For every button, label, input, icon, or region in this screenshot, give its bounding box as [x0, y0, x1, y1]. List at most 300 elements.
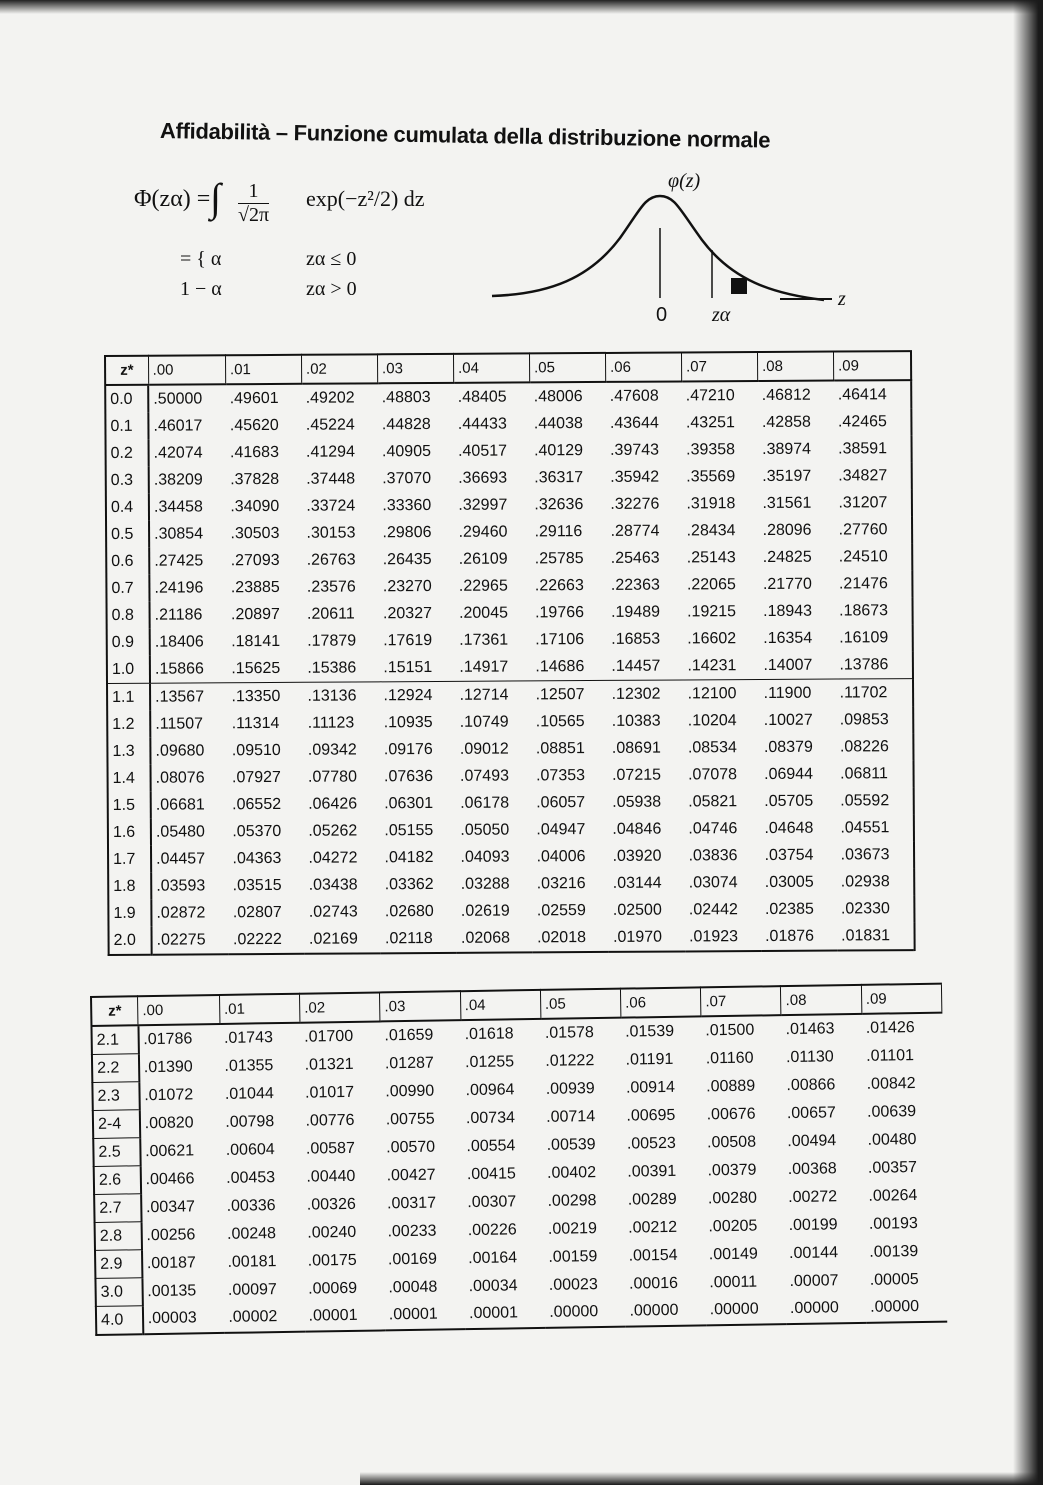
cdf-formula: [130, 172, 430, 322]
probability-cell: .20327: [382, 604, 433, 622]
formula-case-2-condition: zα > 0: [306, 278, 357, 300]
probability-cell: .17879: [307, 631, 357, 650]
probability-cell: .00212: [628, 1218, 678, 1237]
probability-cell: .42074: [153, 443, 203, 462]
probability-cell: .04093: [460, 848, 510, 866]
probability-cell: .03515: [232, 876, 282, 894]
probability-cell: .07780: [307, 767, 357, 786]
z-value-cell: 1.8: [108, 873, 151, 900]
probability-cell: .04182: [384, 848, 434, 866]
probability-cell: .00480: [867, 1130, 917, 1149]
z-table-part-2: [90, 983, 947, 1336]
column-header: .02: [301, 354, 377, 383]
probability-cell: .01017: [304, 1083, 355, 1102]
probability-cell: .40517: [457, 442, 508, 460]
probability-cell: .28774: [610, 522, 660, 540]
z-value-cell: 0.3: [106, 467, 149, 494]
probability-cell: .30503: [230, 524, 280, 542]
probability-cell: .00336: [226, 1196, 276, 1215]
probability-cell: .02275: [156, 930, 206, 949]
probability-cell: .43644: [609, 414, 659, 432]
probability-cell: .30153: [306, 523, 356, 542]
probability-cell: .39358: [686, 440, 736, 458]
probability-cell: .04648: [764, 819, 814, 837]
probability-cell: .36693: [458, 469, 508, 487]
table-row: [108, 922, 914, 955]
probability-cell: .21186: [154, 605, 203, 624]
z-value-cell: 2-4: [93, 1110, 140, 1139]
probability-cell: .48006: [533, 387, 583, 405]
probability-cell: .16109: [835, 624, 913, 651]
z-value-cell: 2.3: [92, 1082, 139, 1111]
column-header: .09: [834, 351, 912, 380]
probability-cell: .00368: [787, 1159, 837, 1178]
probability-cell: .20611: [306, 604, 355, 623]
probability-cell: .01539: [624, 1022, 675, 1041]
probability-cell: .04746: [688, 819, 738, 837]
z-value-cell: 0.7: [106, 575, 149, 602]
probability-cell: .00494: [787, 1131, 837, 1150]
probability-cell: .07636: [383, 767, 434, 785]
probability-cell: .10204: [687, 711, 737, 729]
probability-cell: .00539: [546, 1135, 596, 1154]
probability-cell: .00000: [629, 1302, 679, 1320]
probability-cell: .11900: [760, 679, 836, 707]
probability-cell: .03074: [688, 873, 738, 891]
probability-cell: .00164: [468, 1248, 518, 1267]
probability-cell: .00695: [626, 1106, 676, 1125]
probability-cell: .00914: [625, 1078, 676, 1097]
probability-cell: .01463: [785, 1020, 835, 1038]
probability-cell: .46017: [153, 416, 203, 435]
probability-cell: .02807: [232, 903, 282, 921]
probability-cell: .06178: [460, 794, 510, 812]
probability-cell: .00357: [867, 1158, 918, 1177]
probability-cell: .00048: [388, 1278, 438, 1296]
probability-cell: .14686: [535, 657, 585, 675]
probability-cell: .32997: [458, 496, 508, 514]
probability-cell: .00001: [308, 1307, 358, 1325]
z-value-cell: 1.6: [108, 819, 151, 846]
probability-cell: .22965: [458, 577, 508, 595]
column-header: .00: [148, 355, 226, 384]
probability-cell: .01426: [865, 1018, 915, 1037]
probability-cell: .00798: [225, 1112, 275, 1131]
probability-cell: .42465: [834, 408, 912, 435]
probability-cell: .47210: [685, 386, 735, 404]
probability-cell: .01970: [612, 928, 663, 946]
z-value-cell: 0.4: [106, 494, 149, 521]
probability-cell: .00159: [548, 1247, 598, 1266]
probability-cell: .09680: [155, 741, 205, 760]
probability-cell: .00508: [706, 1133, 757, 1151]
probability-cell: .05262: [308, 821, 358, 840]
probability-cell: .00175: [307, 1251, 357, 1270]
probability-cell: .13567: [150, 683, 228, 711]
probability-cell: .01831: [837, 922, 915, 950]
probability-cell: .05592: [836, 787, 914, 814]
z-value-cell: 1.4: [108, 765, 151, 792]
probability-cell: .00154: [628, 1246, 678, 1265]
z-value-cell: 2.0: [108, 927, 151, 955]
probability-cell: .13350: [227, 682, 303, 710]
column-header: .05: [529, 353, 605, 382]
probability-cell: .27425: [154, 551, 204, 570]
probability-cell: .46414: [834, 380, 912, 408]
probability-cell: .15625: [231, 659, 281, 677]
probability-cell: .00289: [627, 1190, 677, 1209]
probability-cell: .37070: [382, 469, 432, 487]
probability-cell: .12714: [455, 681, 531, 709]
normal-curve-svg: [480, 168, 860, 348]
z-value-cell: 2.1: [91, 1025, 138, 1054]
probability-cell: .23885: [230, 578, 280, 596]
z-value-cell: 0.8: [107, 602, 150, 629]
probability-cell: .24510: [835, 543, 913, 570]
scan-edge-right: [1013, 0, 1043, 1485]
probability-cell: .49202: [305, 388, 355, 407]
z-value-cell: 1.9: [108, 900, 151, 927]
probability-cell: .01101: [866, 1046, 915, 1065]
column-header: .00: [138, 995, 220, 1025]
column-header: .07: [681, 352, 757, 381]
probability-cell: .00990: [385, 1082, 435, 1100]
probability-cell: .28434: [686, 521, 736, 539]
probability-cell: .16602: [687, 629, 737, 647]
probability-cell: .01355: [224, 1056, 274, 1075]
probability-cell: .00554: [466, 1136, 516, 1155]
formula-case-1-value: = { α: [180, 248, 222, 270]
probability-cell: .11314: [231, 714, 280, 732]
z-value-cell: 2.9: [95, 1250, 142, 1279]
probability-cell: .25785: [534, 549, 584, 567]
probability-cell: .41294: [305, 442, 356, 461]
probability-cell: .49601: [229, 389, 279, 407]
probability-cell: .01500: [705, 1021, 755, 1040]
probability-cell: .01222: [545, 1051, 595, 1070]
z-value-cell: 2.2: [92, 1054, 139, 1083]
column-header: .03: [380, 991, 461, 1021]
probability-cell: .02872: [156, 903, 206, 922]
z-table-part-1: [104, 350, 916, 956]
probability-cell: .12924: [379, 681, 455, 709]
probability-cell: .35197: [762, 467, 812, 485]
probability-cell: .05480: [155, 822, 205, 841]
probability-cell: .03005: [764, 873, 814, 891]
z-value-cell: 1.0: [107, 656, 150, 684]
formula-fraction: [238, 180, 269, 227]
probability-cell: .05705: [764, 792, 814, 810]
column-header: .02: [300, 992, 381, 1022]
probability-cell: .06944: [764, 765, 814, 783]
probability-cell: .02385: [764, 900, 814, 918]
probability-cell: .23270: [382, 577, 432, 595]
probability-cell: .00000: [789, 1299, 840, 1318]
probability-cell: .01923: [689, 927, 739, 945]
probability-cell: .35942: [610, 468, 660, 486]
probability-cell: .00233: [387, 1222, 437, 1240]
probability-cell: .45224: [305, 415, 355, 434]
probability-cell: .00001: [388, 1305, 438, 1324]
integral-sign: ∫: [210, 175, 221, 220]
probability-cell: .00964: [465, 1080, 515, 1099]
probability-cell: .00587: [305, 1139, 356, 1158]
probability-cell: .01321: [304, 1055, 354, 1074]
probability-cell: .06552: [232, 795, 282, 813]
probability-cell: .15386: [307, 658, 357, 677]
probability-cell: .26763: [306, 550, 356, 569]
probability-cell: .22065: [686, 575, 736, 593]
probability-cell: .20897: [230, 605, 280, 623]
probability-cell: .22663: [534, 576, 584, 594]
probability-cell: .08226: [836, 733, 914, 760]
probability-cell: .00523: [626, 1134, 676, 1153]
z-value-cell: 1.1: [107, 683, 150, 711]
z-value-cell: 0.5: [106, 521, 149, 548]
probability-cell: .00248: [226, 1224, 277, 1243]
probability-cell: .27093: [230, 551, 280, 569]
probability-cell: .00205: [708, 1217, 758, 1235]
probability-cell: .00264: [868, 1186, 918, 1205]
probability-cell: .00280: [707, 1189, 758, 1207]
probability-cell: .03288: [460, 875, 510, 893]
probability-cell: .01044: [224, 1084, 274, 1103]
page-title: Affidabilità – Funzione cumulata della distribuzione normale: [159, 118, 771, 153]
probability-cell: .08534: [687, 738, 737, 756]
z-value-cell: 2.6: [94, 1166, 141, 1195]
probability-cell: .20045: [458, 604, 509, 622]
column-header: .04: [453, 353, 529, 382]
formula-case-2-value: 1 − α: [180, 278, 222, 300]
curve-y-label: φ(z): [668, 170, 701, 192]
probability-cell: .36317: [534, 468, 584, 486]
probability-cell: .24825: [762, 548, 812, 566]
probability-cell: .29116: [534, 522, 583, 540]
column-header: .08: [781, 985, 862, 1015]
probability-cell: .02680: [384, 902, 434, 920]
formula-case-1-condition: zα ≤ 0: [306, 248, 357, 270]
probability-cell: .03144: [612, 874, 662, 892]
probability-cell: .33724: [306, 496, 356, 515]
probability-cell: .14231: [687, 656, 737, 674]
tail-area-marker: [731, 278, 747, 294]
probability-cell: .32636: [534, 495, 584, 513]
bell-curve: [492, 196, 824, 300]
probability-cell: .01786: [143, 1030, 193, 1048]
z-value-cell: 1.5: [108, 792, 151, 819]
probability-cell: .02330: [837, 895, 915, 922]
column-header: .08: [758, 352, 834, 381]
probability-cell: .32276: [610, 495, 660, 513]
probability-cell: .08076: [155, 768, 205, 787]
probability-cell: .00000: [870, 1298, 920, 1317]
probability-cell: .05821: [688, 792, 738, 810]
probability-cell: .00034: [468, 1276, 518, 1295]
probability-cell: .00466: [145, 1169, 195, 1188]
probability-cell: .00889: [706, 1077, 756, 1095]
probability-cell: .09342: [307, 740, 357, 759]
probability-cell: .37448: [306, 469, 356, 488]
probability-cell: .00391: [627, 1162, 677, 1181]
probability-cell: .03362: [384, 875, 434, 893]
probability-cell: .01191: [625, 1050, 674, 1069]
probability-cell: .02619: [460, 902, 510, 920]
probability-cell: .34827: [834, 462, 912, 489]
probability-cell: .00776: [305, 1111, 355, 1130]
probability-cell: .02018: [536, 928, 587, 946]
formula-lhs: Φ(zα) =: [134, 186, 211, 212]
probability-cell: .00427: [386, 1166, 436, 1184]
probability-cell: .00755: [385, 1110, 435, 1128]
z-value-cell: 1.2: [107, 711, 150, 738]
scan-edge-top: [0, 0, 1043, 14]
probability-cell: .03593: [156, 876, 206, 895]
probability-cell: .34458: [153, 497, 203, 516]
z-value-cell: 0.6: [106, 548, 149, 575]
probability-cell: .00169: [387, 1250, 438, 1268]
z-value-cell: 0.1: [105, 413, 148, 440]
probability-cell: .33360: [382, 496, 432, 514]
probability-cell: .00000: [709, 1300, 759, 1319]
column-header: .03: [377, 354, 453, 383]
probability-cell: .09510: [231, 741, 281, 759]
probability-cell: .00714: [546, 1107, 596, 1126]
probability-cell: .13786: [835, 651, 913, 679]
probability-cell: .00181: [227, 1252, 277, 1271]
probability-cell: .00256: [146, 1225, 196, 1244]
probability-cell: .15151: [383, 658, 433, 676]
z-value-cell: 0.9: [107, 629, 150, 656]
probability-cell: .09853: [836, 706, 914, 733]
z-value-cell: 3.0: [95, 1278, 142, 1307]
probability-cell: .02442: [688, 900, 738, 918]
probability-cell: .17106: [535, 630, 585, 648]
probability-cell: .06057: [536, 793, 586, 811]
column-header: .01: [225, 355, 301, 384]
probability-cell: .02169: [308, 929, 358, 948]
column-header: .07: [701, 986, 782, 1016]
probability-cell: .00000: [549, 1303, 599, 1322]
probability-cell: .24196: [154, 578, 204, 597]
probability-cell: .00440: [306, 1167, 356, 1186]
probability-cell: .12507: [531, 680, 607, 708]
z-value-cell: 2.7: [94, 1194, 141, 1223]
probability-cell: .00604: [225, 1140, 275, 1159]
probability-cell: .02938: [837, 868, 915, 895]
probability-cell: .00820: [144, 1113, 194, 1132]
probability-cell: .10027: [763, 711, 813, 729]
probability-cell: .02743: [308, 902, 358, 921]
probability-cell: .14917: [459, 658, 509, 676]
probability-cell: .00144: [788, 1243, 839, 1262]
probability-cell: .42858: [761, 413, 811, 431]
probability-cell: .00307: [467, 1192, 517, 1211]
probability-cell: .02068: [460, 929, 511, 947]
probability-cell: .04846: [612, 820, 662, 838]
probability-cell: .10565: [535, 712, 585, 730]
probability-cell: .10749: [459, 713, 509, 731]
probability-cell: .01743: [223, 1028, 274, 1047]
probability-cell: .47608: [609, 387, 659, 405]
probability-cell: .27760: [835, 516, 913, 543]
probability-cell: .03754: [764, 846, 814, 864]
curve-x-label: z: [838, 288, 846, 310]
probability-cell: .18673: [835, 597, 913, 624]
probability-cell: .00939: [545, 1079, 595, 1098]
probability-cell: .45620: [229, 416, 279, 434]
probability-cell: .31207: [834, 489, 912, 516]
z-value-cell: 1.3: [107, 738, 150, 765]
probability-cell: .01287: [384, 1054, 434, 1072]
probability-cell: .00402: [546, 1163, 597, 1182]
probability-cell: .05155: [384, 821, 434, 839]
probability-cell: .15866: [154, 659, 204, 678]
probability-cell: .16354: [763, 629, 813, 647]
probability-cell: .28096: [762, 521, 812, 539]
column-header: .01: [219, 994, 300, 1024]
probability-cell: .07927: [231, 768, 281, 786]
fraction-denominator: √2π: [238, 204, 270, 226]
probability-cell: .02559: [536, 901, 586, 919]
probability-cell: .38591: [834, 435, 912, 462]
probability-cell: .03216: [536, 874, 586, 892]
probability-cell: .35569: [686, 467, 736, 485]
probability-cell: .00734: [465, 1108, 516, 1127]
probability-cell: .02500: [612, 901, 662, 919]
probability-cell: .19215: [687, 602, 737, 620]
probability-cell: .18141: [231, 632, 281, 650]
probability-cell: .44038: [533, 414, 583, 432]
probability-cell: .17619: [383, 631, 433, 649]
probability-cell: .04457: [156, 849, 206, 868]
probability-cell: .05938: [612, 793, 662, 811]
z-value-cell: 2.5: [93, 1138, 140, 1167]
z-alpha-label: zα: [712, 304, 731, 326]
column-header: .06: [620, 987, 701, 1017]
probability-cell: .05050: [460, 821, 510, 839]
probability-cell: .06426: [308, 794, 358, 813]
probability-cell: .01130: [785, 1047, 834, 1066]
scan-edge-bottom: [360, 1472, 1043, 1485]
probability-cell: .00187: [146, 1253, 196, 1272]
probability-cell: .03438: [308, 875, 358, 894]
probability-cell: .03673: [837, 841, 915, 868]
probability-cell: .01618: [464, 1025, 514, 1043]
probability-cell: .03920: [612, 847, 662, 865]
probability-cell: .16853: [611, 630, 661, 648]
probability-cell: .11507: [155, 714, 204, 733]
probability-cell: .38974: [762, 440, 812, 458]
probability-cell: .18406: [154, 632, 204, 651]
probability-cell: .00226: [467, 1220, 517, 1239]
probability-cell: .26109: [458, 550, 508, 568]
normal-curve-diagram: [480, 168, 860, 348]
probability-cell: .34090: [230, 497, 280, 515]
probability-cell: .08851: [535, 739, 585, 757]
probability-cell: .00016: [628, 1274, 679, 1293]
probability-cell: .09012: [459, 740, 509, 758]
probability-cell: .00193: [868, 1214, 918, 1233]
probability-cell: .03836: [688, 846, 738, 864]
probability-cell: .40129: [534, 441, 584, 459]
probability-cell: .11123: [307, 713, 355, 732]
probability-cell: .00007: [789, 1271, 839, 1290]
probability-cell: .02118: [384, 929, 433, 947]
probability-cell: .19489: [611, 603, 661, 621]
probability-cell: .25463: [610, 549, 660, 567]
column-header: .05: [540, 989, 621, 1019]
probability-cell: .00639: [866, 1102, 917, 1121]
